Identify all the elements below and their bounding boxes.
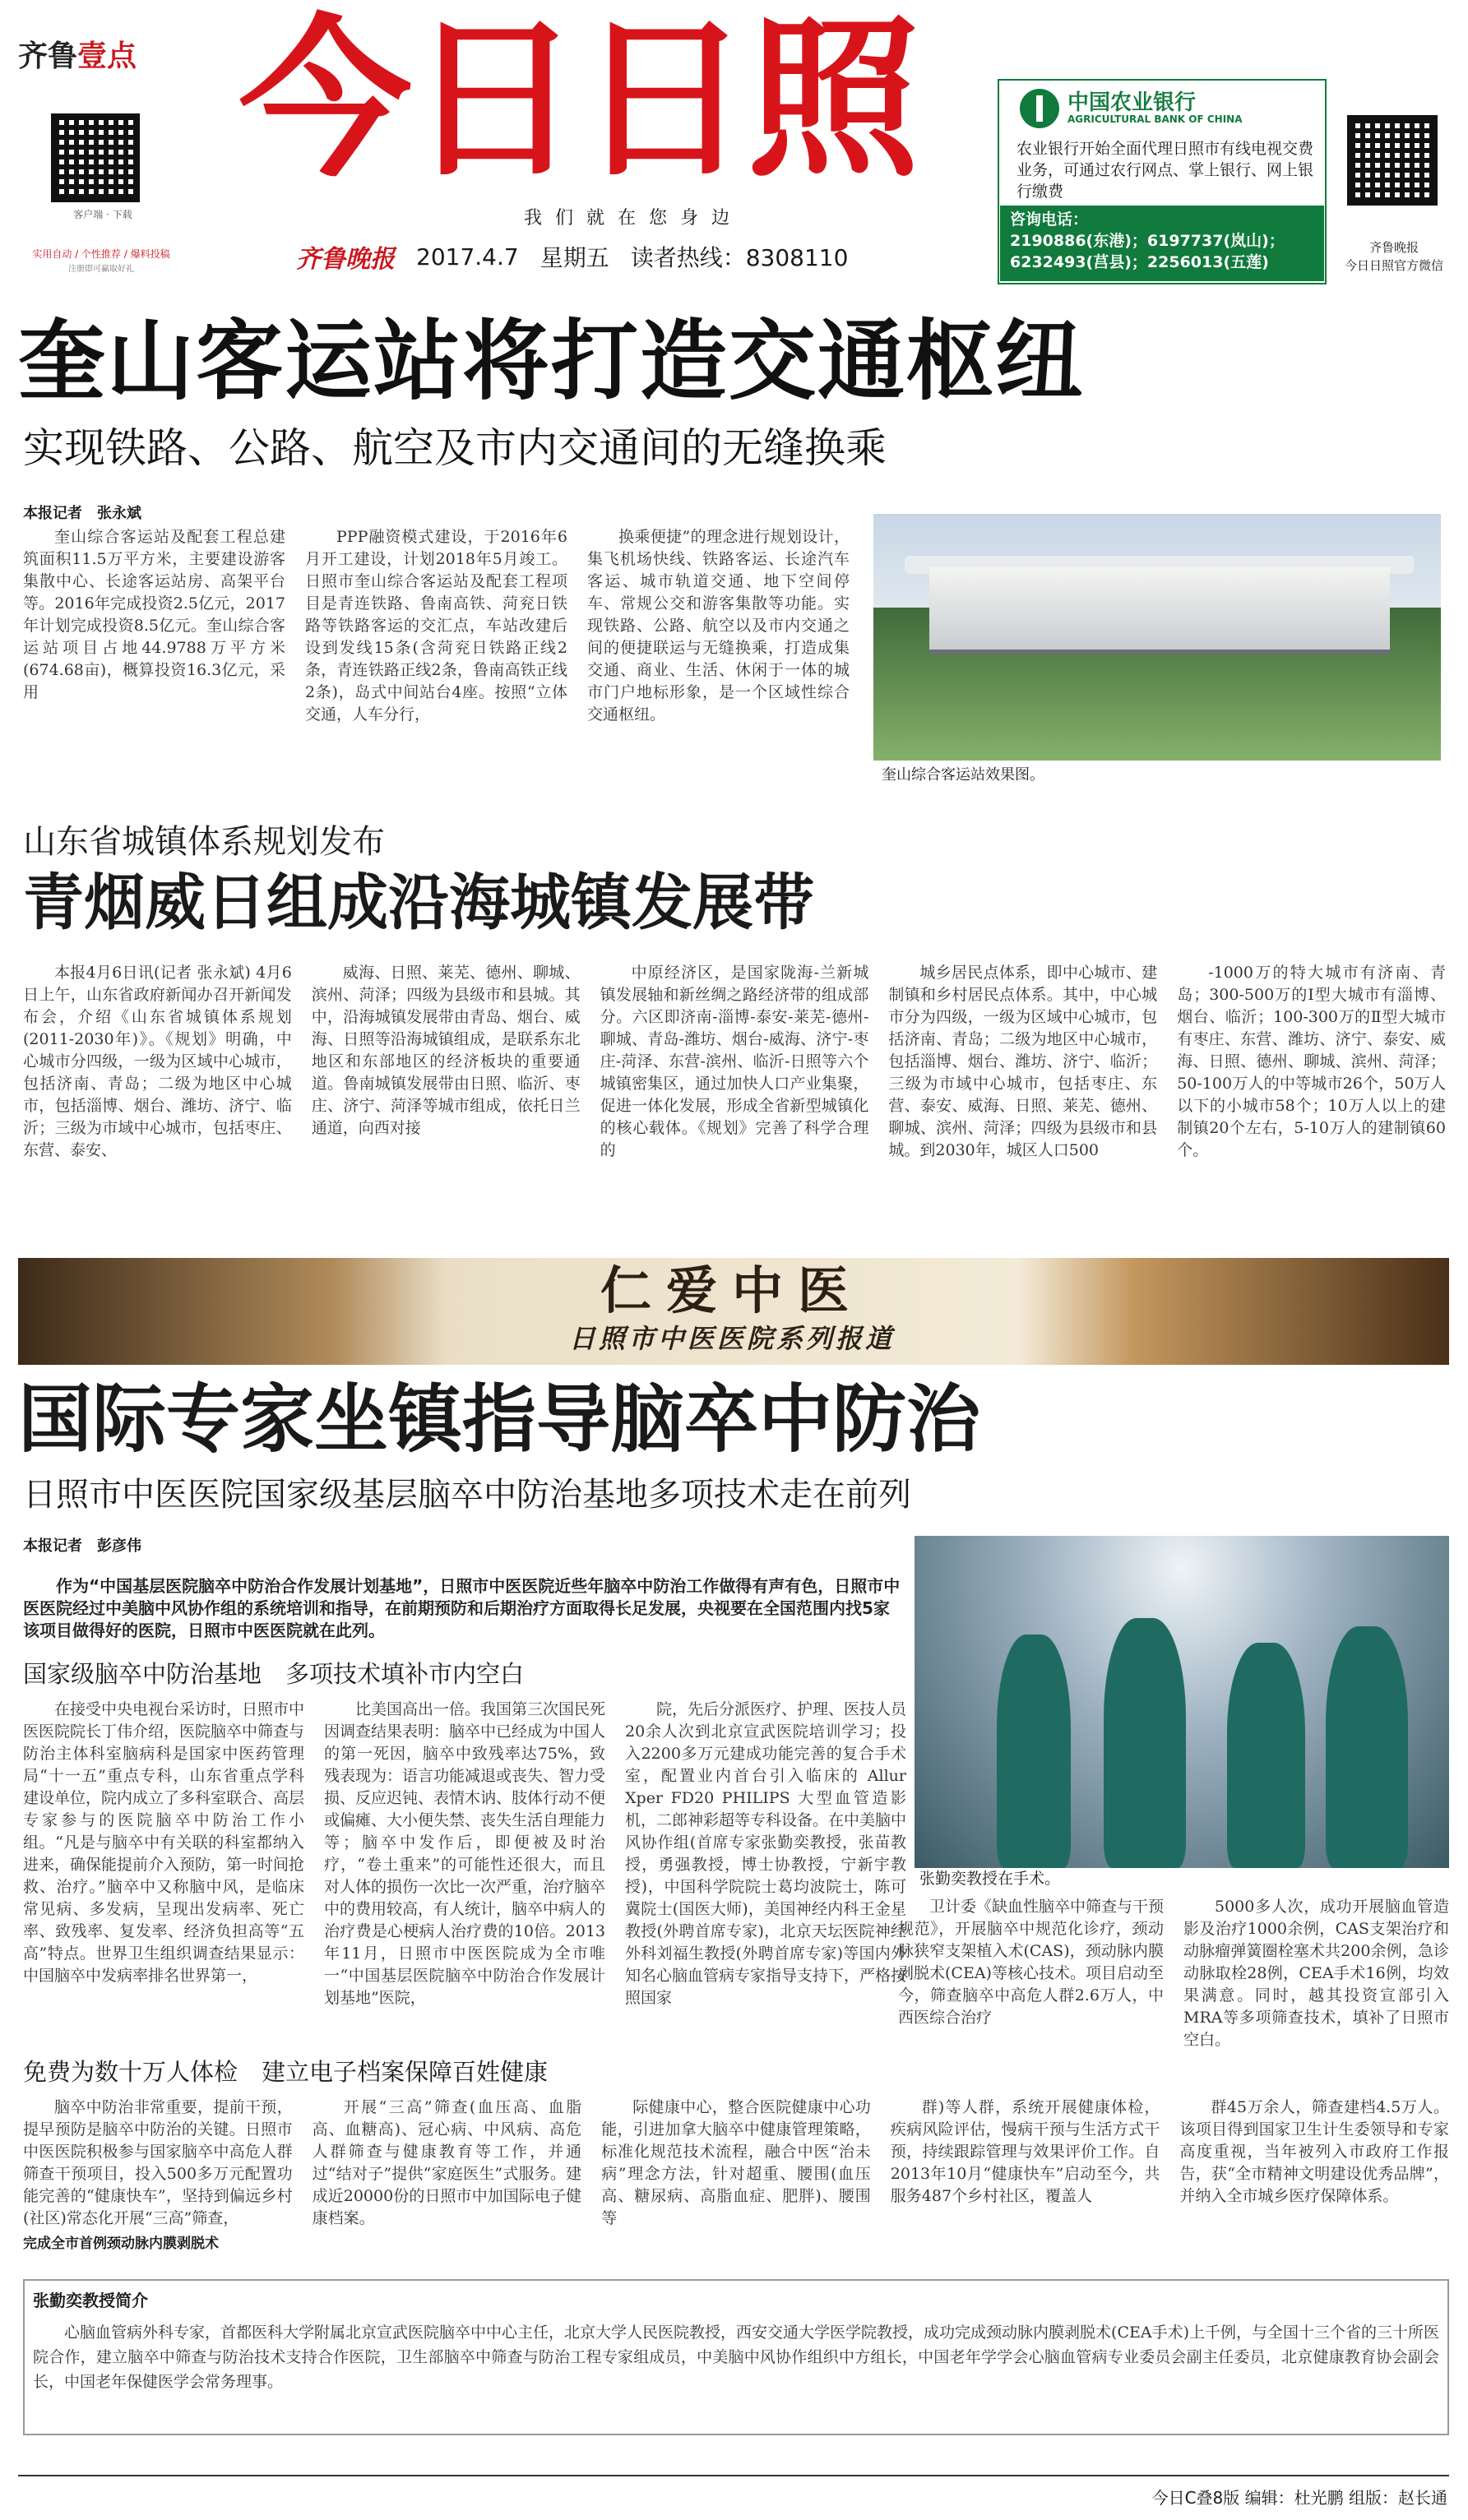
bank-name-en: AGRICULTURAL BANK OF CHINA	[1067, 113, 1243, 125]
story1-col: 奎山综合客运站及配套工程总建筑面积11.5万平方米，主要建设游客集散中心、长途客运站房、高架平台等。2016年完成投资2.5亿元，2017年计划完成投资8.5亿元。奎山综合客运站项目占地44.9788万平方米(674.68亩)，概算投资16.3亿元，采用	[23, 528, 285, 701]
story1-photo-caption: 奎山综合客运站效果图。	[882, 766, 1044, 784]
story3-col: 际健康中心，整合医院健康中心功能，引进加拿大脑卒中健康管理策略，标准化规范技术流程，融合中医“治未病”理念方法，针对超重、腰围(血压高、糖尿病、高脂血症、肥胖)、腰围等	[601, 2098, 871, 2227]
surgeon-figure	[1326, 1626, 1408, 1868]
story1-col: PPP融资模式建设，于2016年6月开工建设，计划2018年5月竣工。日照市奎山综合客运站及配套工程项目是青连铁路、鲁南高铁、菏兖日铁路等铁路客运的交汇点，车站改建后设到发线15条(含菏兖日铁路正线2条，青连铁路正线2条，鲁南高铁正线2条)，岛式中间站台4座。按照“立体交通，人车分行，	[305, 528, 567, 724]
wechat-caption-1: 齐鲁晚报	[1368, 240, 1419, 255]
surgery-photo	[915, 1536, 1449, 1868]
story2-kicker: 山东省城镇体系规划发布	[23, 823, 385, 861]
story3-col: 脑卒中防治非常重要，提前干预，提早预防是脑卒中防治的关键。日照市中医医院积极参与国家脑卒中高危人群筛查干预项目，投入500多万元配置功能完善的“健康快车”，坚持到偏远乡村(社区)常态化开展“三高”筛查，	[23, 2098, 293, 2227]
story3-body-b	[898, 1896, 1449, 2049]
story1-byline: 本报记者 张永斌	[23, 505, 141, 522]
banner-subtitle: 日照市中医医院系列报道	[568, 1323, 895, 1354]
surgeon-figure	[997, 1635, 1071, 1868]
story3-section-2: 免费为数十万人体检 建立电子档案保障百姓健康	[23, 2058, 549, 2086]
footer-layout: 组版：赵长通	[1349, 2488, 1447, 2508]
story2-body	[23, 962, 1446, 1242]
story3-side-head: 完成全市首例颈动脉内膜剥脱术	[23, 2236, 219, 2252]
bio-heading: 张勤奕教授简介	[33, 2291, 148, 2310]
tagline: 我们就在您身边	[523, 208, 743, 229]
contact-line-2: 6232493(莒县)；2256013(五莲)	[1010, 253, 1269, 271]
story1-subhead: 实现铁路、公路、航空及市内交通间的无缝换乘	[23, 424, 887, 472]
story3-subhead: 日照市中医医院国家级基层脑卒中防治基地多项技术走在前列	[23, 1476, 911, 1514]
story3-col: 院，先后分派医疗、护理、医技人员20余人次到北京宣武医院培训学习；投入2200多万元建成功能完善的复合手术室，配置业内首台引入临床的 Allur Xper FD20 PHILIPS 大型血管造影机，二郎神彩超等专科设备。在中美脑中风协作组(首席专家张勤奕教授，张苗教授，勇强教授，博士协教授，宁新宇教授)，中国科学院院士葛均波院士，陈可冀院士(国医大师)，美国神经内科王金星教授(外聘首席专家)，北京天坛医院神经外科刘福生教授(外聘首席专家)等国内外知名心脑血管病专家指导支持下，严格按照国家	[625, 1700, 907, 2007]
story3-body-a	[23, 1699, 906, 2011]
paper-name: 齐鲁晚报	[296, 245, 395, 274]
story1-body	[23, 526, 850, 771]
app-tags: 实用自动 / 个性推荐 / 爆料投稿	[32, 248, 170, 260]
weekday: 星期五	[540, 244, 609, 271]
newspaper-title: 今日日照	[238, 0, 917, 201]
bio-text: 心脑血管病外科专家，首都医科大学附属北京宣武医院脑卒中中心主任，北京大学人民医院教授，西安交通大学医学院教授，成功完成颈动脉内膜剥脱术(CEA手术)上千例，与全国十三个省的三十所医院合作，建立脑卒中筛查与防治技术支持合作医院，卫生部脑卒中筛查与防治工程专家组成员，中美脑中风协作组织中方组长，中国老年学学会心脑血管病专业委员会副主任委员，北京健康教育协会副会长，中国老年保健医学会常务理事。	[33, 2323, 1439, 2391]
story2-col: 威海、日照、莱芜、德州、聊城、滨州、菏泽；四级为县级市和县城。其中，沿海城镇发展带由青岛、烟台、威海、日照等沿海城镇组成，是联系东北地区和东部地区的经济板块的重要通道。鲁南城镇发展带由日照、临沂、枣庄、济宁、菏泽等城市组成，依托日兰通道，向西对接	[311, 964, 581, 1137]
hotline: 读者热线：8308110	[630, 244, 849, 271]
contact-line-1: 2190886(东港)；6197737(岚山)；	[1010, 232, 1285, 250]
story2-headline: 青烟威日组成沿海城镇发展带	[23, 867, 814, 938]
surgeon-figure	[1104, 1618, 1186, 1868]
wechat-caption	[1332, 238, 1456, 275]
wechat-caption-2: 今日日照官方微信	[1344, 258, 1443, 273]
footer-editor: 编辑：杜光鹏	[1244, 2488, 1344, 2508]
contact-label: 咨询电话：	[1010, 210, 1089, 229]
qr-code-wechat[interactable]	[1347, 115, 1438, 206]
app-tags-line: 注册即可赢取好礼	[68, 265, 134, 274]
story3-photo-caption: 张勤奕教授在手术。	[919, 1870, 1061, 1888]
story3-section-1: 国家级脑卒中防治基地 多项技术填补市内空白	[23, 1660, 525, 1688]
story3-col: 开展“三高”筛查(血压高、血脂高、血糖高)、冠心病、中风病、高危人群筛查与健康教育等工作，并通过“结对子”提供“家庭医生”式服务。建成近20000份的日照市中加国际电子健康档案。	[312, 2098, 582, 2227]
issue-date: 2017.4.7	[416, 243, 519, 270]
brand-logo	[18, 33, 137, 75]
brand-part-b: 壹点	[77, 39, 137, 73]
page-footer	[1118, 2485, 1447, 2508]
story3-col: 群45万余人，筛查建档4.5万人。该项目得到国家卫生计生委领导和专家高度重视，当年被列入市政府工作报告，获“全市精神文明建设优秀品牌”，并纳入全市城乡医疗保障体系。	[1179, 2098, 1449, 2205]
qr-code-app[interactable]	[51, 113, 140, 202]
banner-title: 仁爱中医	[600, 1260, 864, 1320]
station-building-shape	[929, 567, 1390, 654]
story2-col: 本报4月6日讯(记者 张永斌) 4月6日上午，山东省政府新闻办召开新闻发布会，介绍《山东省城镇体系规划(2011-2030年)》。《规划》明确，中心城市分四级，一级为区域中心城市，包括济南、青岛；二级为地区中心城市，包括淄博、烟台、潍坊、济宁、临沂；三级为市域中心城市，包括枣庄、东营、泰安、	[23, 964, 292, 1159]
story3-headline: 国际专家坐镇指导脑卒中防治	[18, 1376, 980, 1463]
story2-col: 城乡居民点体系，即中心城市、建制镇和乡村居民点体系。其中，中心城市分为四级，一级为区域中心城市，包括济南、青岛；二级为地区中心城市，包括淄博、烟台、潍坊、济宁、临沂；三级为市域中心城市，包括枣庄、东营、泰安、威海、日照、莱芜、德州、聊城、滨州、菏泽；四级为县级市和县城。到2030年，城区人口500	[888, 964, 1158, 1159]
bank-ad-text: 农业银行开始全面代理日照市有线电视交费业务，可通过农行网点、掌上银行、网上银行缴费	[1016, 140, 1314, 201]
story3-col: 比美国高出一倍。我国第三次国民死因调查结果表明：脑卒中已经成为中国人的第一死因，脑卒中致残率达75%，致残表现为：语言功能减退或丧失、智力受损、反应迟钝、表情木讷、肢体行动不便或偏瘫、大小便失禁、丧失生活自理能力等；脑卒中发作后，即便被及时治疗，“卷土重来”的可能性还很大，而且对人体的损伤一次比一次严重，治疗脑卒中的费用较高，有人统计，脑卒中病人的治疗费是心梗病人治疗费的10倍。2013年11月，日照市中医医院成为全市唯一“中国基层医院脑卒中防治合作发展计划基地”医院，	[324, 1700, 606, 2007]
footer-rule	[18, 2475, 1449, 2476]
surgeon-figure	[1227, 1643, 1305, 1868]
story3-lead: 作为“中国基层医院脑卒中防治合作发展计划基地”，日照市中医医院近些年脑卒中防治工作做得有声有色，日照市中医医院经过中美脑中风协作组的系统培训和指导，在前期预防和后期治疗方面取得长足发展，央视要在全国范围内找5家该项目做得好的医院，日照市中医医院就在此列。	[23, 1576, 901, 1640]
brand-part-a: 齐鲁	[18, 39, 78, 73]
story1-col: 换乘便捷”的理念进行规划设计，集飞机场快线、铁路客运、长途汽车客运、城市轨道交通、地下空间停车、常规公交和游客集散等功能。实现铁路、公路、航空以及市内交通之间的便捷联运与无缝换乘，打造成集交通、商业、生活、休闲于一体的城市门户地标形象，是一个区域性综合交通枢纽。	[587, 528, 850, 724]
story3-byline: 本报记者 彭彦伟	[23, 1537, 141, 1555]
masthead-info	[296, 234, 970, 280]
story3-col: 卫计委《缺血性脑卒中筛查与干预规范》，开展脑卒中规范化诊疗，颈动脉狭窄支架植入术(CAS)，颈动脉内膜剥脱术(CEA)等核心技术。项目启动至今，筛查脑卒中高危人群2.6万人，中西医综合治疗	[898, 1898, 1165, 2027]
bank-contact	[1000, 206, 1324, 281]
story3-body-c	[23, 2097, 1449, 2253]
story3-col: 5000多人次，成功开展脑血管造影及治疗1000余例，CAS支架治疗和动脉瘤弹簧圈栓塞术共200余例，急诊动脉取栓28例，CEA手术16例，均效果满意。同时，越其投资宣部引入MRA等多项筛查技术，填补了日照市空白。	[1183, 1898, 1449, 2049]
bank-logo-icon	[1020, 89, 1059, 128]
footer-page: 今日C叠8版	[1151, 2488, 1240, 2508]
qr-caption: 客户端 · 下载	[73, 209, 132, 220]
story1-headline: 奎山客运站将打造交通枢纽	[18, 311, 1084, 412]
bank-name: 中国农业银行	[1067, 90, 1197, 115]
story3-col: 群)等人群，系统开展健康体检，疾病风险评估，慢病干预与生活方式干预，持续跟踪管理与效果评价工作。自2013年10月“健康快车”启动至今，共服务487个乡村社区，覆盖人	[890, 2098, 1160, 2205]
story2-col: -1000万的特大城市有济南、青岛；300-500万的Ⅰ型大城市有淄博、烟台、临沂；100-300万的Ⅱ型大城市有枣庄、东营、潍坊、济宁、泰安、威海、日照、德州、聊城、滨州、菏泽；50-100万人的中等城市26个，50万人以下的小城市58个；10万人以上的建制镇20个左右，5-10万人的建制镇60个。	[1177, 964, 1446, 1159]
story2-col: 中原经济区，是国家陇海-兰新城镇发展轴和新丝绸之路经济带的组成部分。六区即济南-淄博-泰安-莱芜-德州-聊城、青岛-潍坊、烟台-威海、济宁-枣庄-菏泽、东营-滨州、临沂-日照等六个城镇密集区，通过加快人口产业集聚，促进一体化发展，形成全省新型城镇化的核心载体。《规划》完善了科学合理的	[600, 964, 869, 1159]
story3-col: 在接受中央电视台采访时，日照市中医医院院长丁伟介绍，医院脑卒中筛查与防治主体科室脑病科是国家中医药管理局“十一五”重点专科，山东省重点学科建设单位，院内成立了多科室联合、高层专家参与的医院脑卒中防治工作小组。“凡是与脑卒中有关联的科室都纳入进来，确保能提前介入预防，第一时间抢救、治疗。”脑卒中又称脑中风，是临床常见病、多发病，呈现出发病率、死亡率、致残率、复发率、经济负担高等“五高”特点。世界卫生组织调查结果显示：中国脑卒中发病率排名世界第一，	[23, 1700, 305, 1985]
